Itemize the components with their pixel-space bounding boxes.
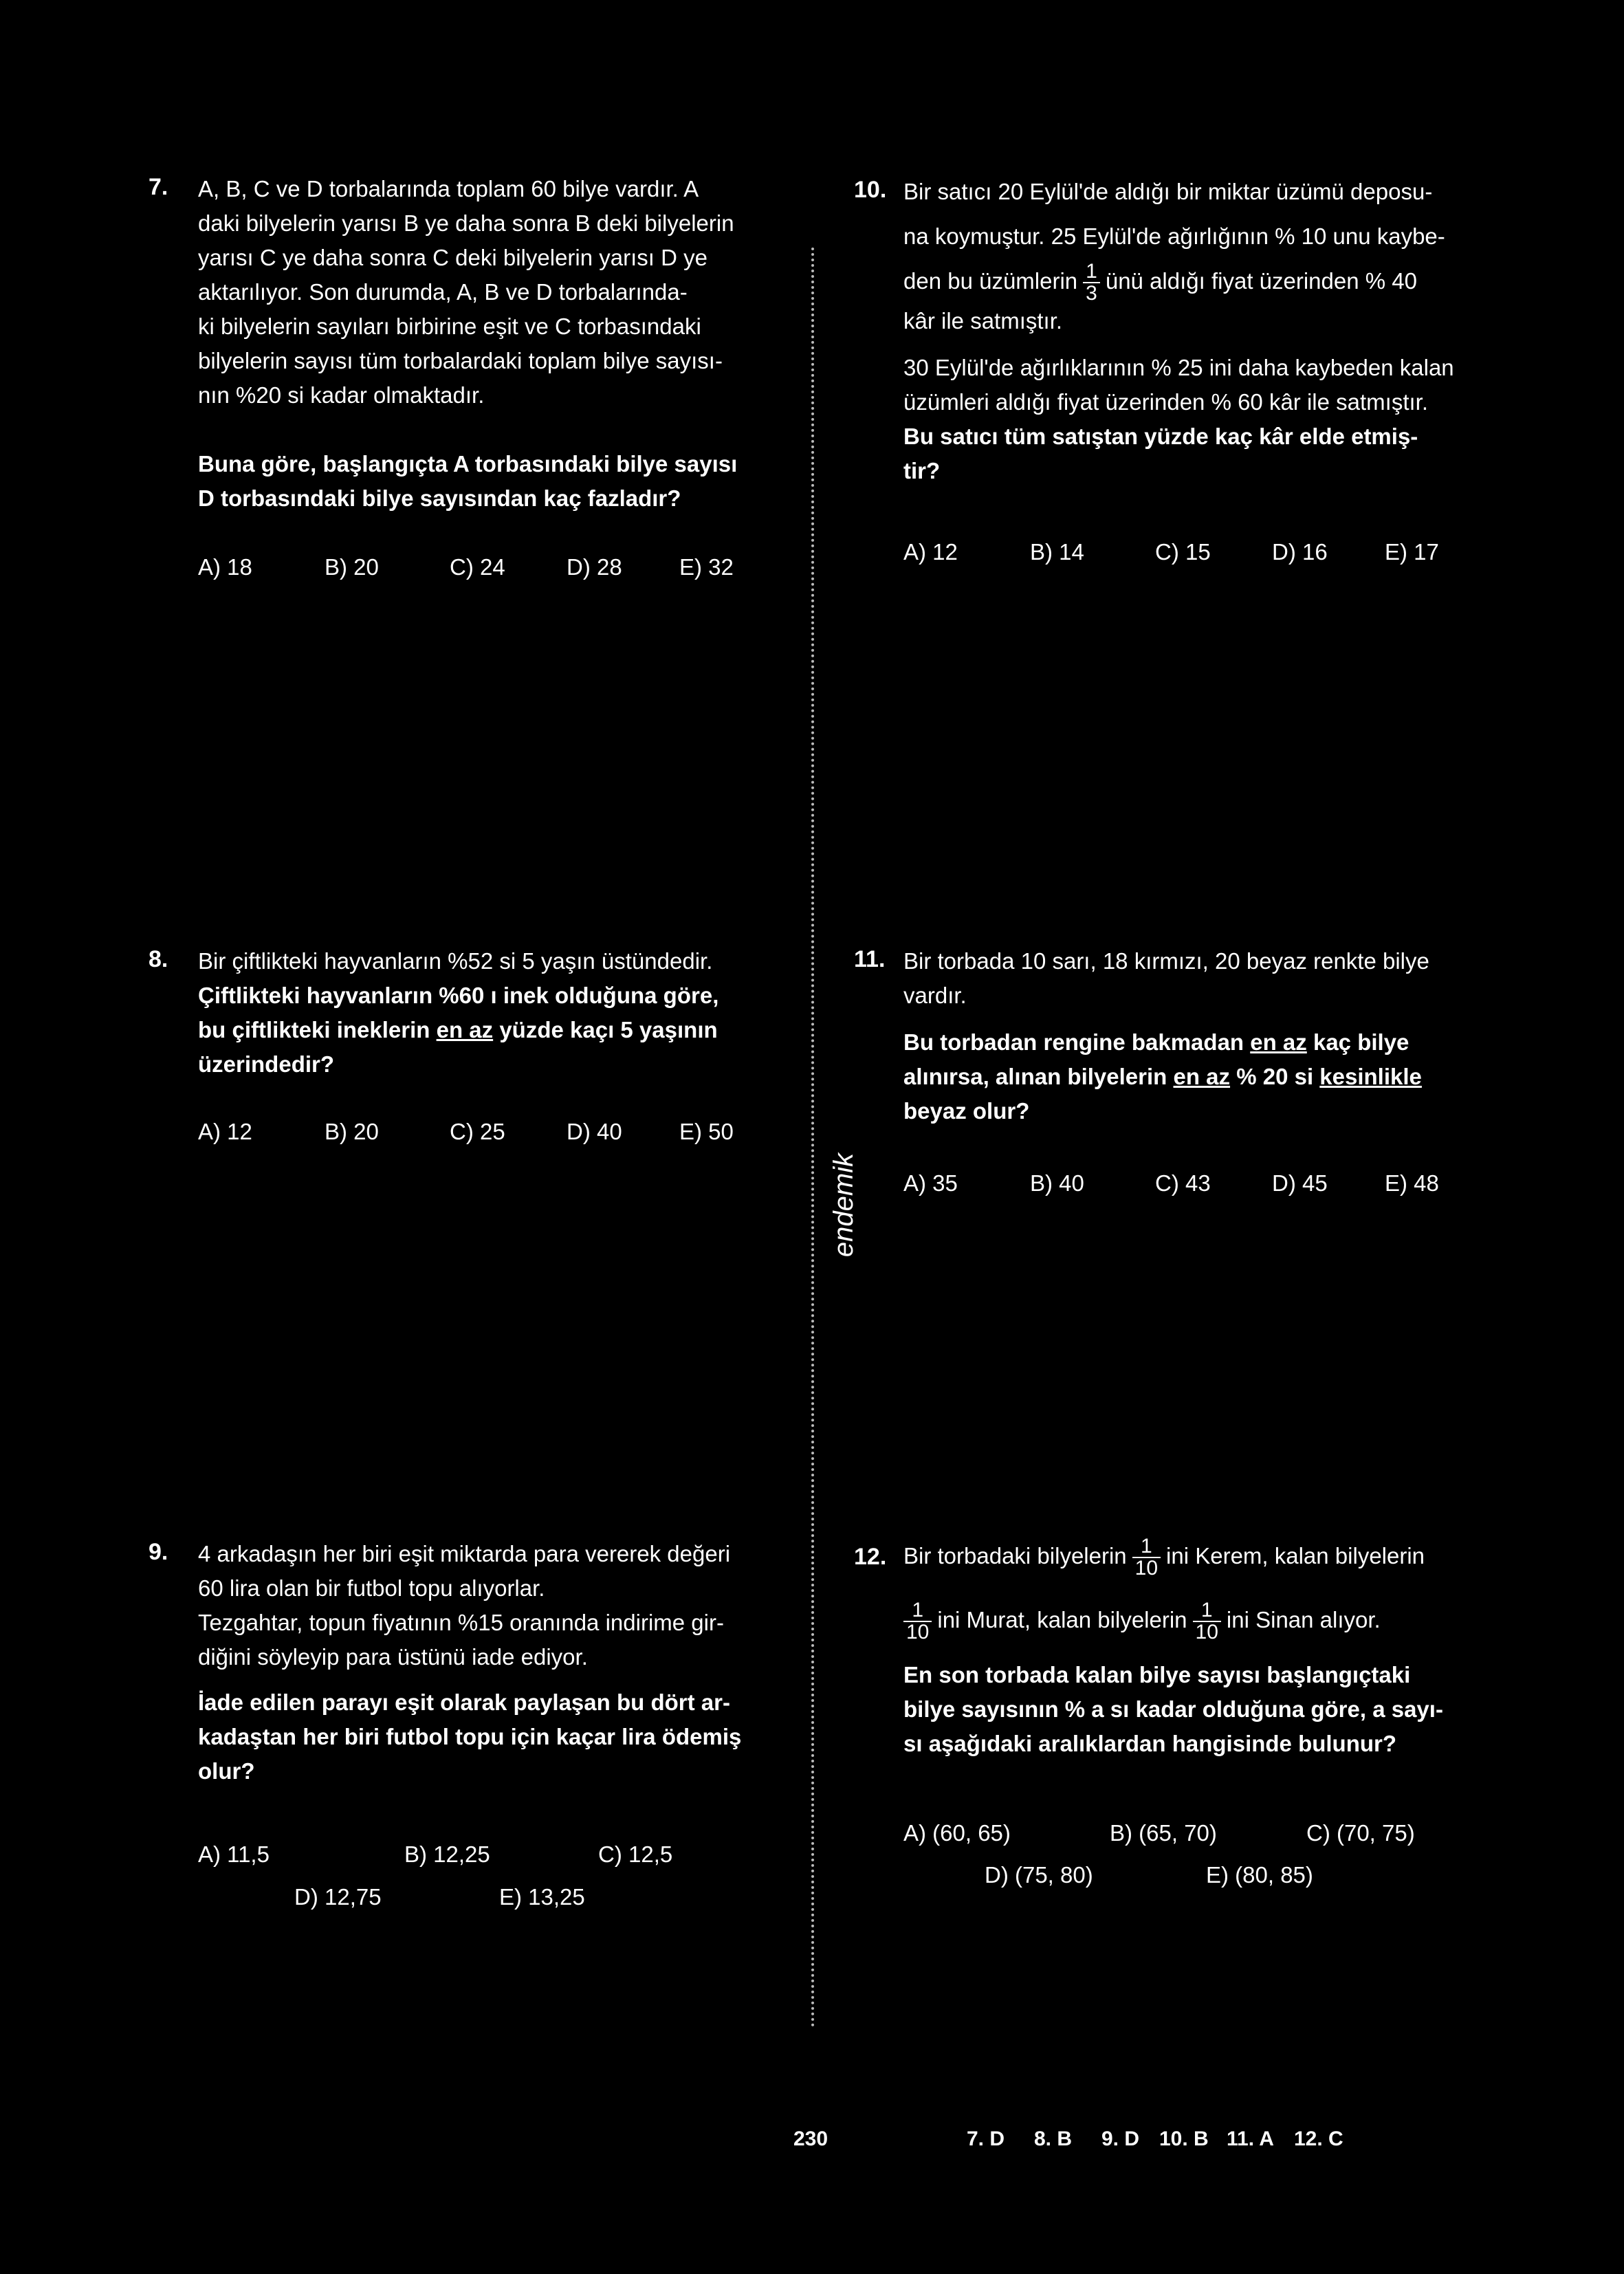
q11-underline: en az (1173, 1064, 1231, 1089)
q12-question: bilye sayısının % a sı kadar olduğuna göre, a sayı- (903, 1696, 1443, 1722)
question-9-number: 9. (149, 1539, 168, 1565)
q10-line: na koymuştur. 25 Eylül'de ağırlığının % 10 unu kaybe- (903, 223, 1445, 249)
q10-line: üzümleri aldığı fiyat üzerinden % 60 kâr ile satmıştır. (903, 389, 1428, 415)
question-12-number: 12. (854, 1544, 887, 1570)
question-8 (198, 944, 776, 1082)
q12-text: ini Murat, kalan bilyelerin (937, 1607, 1187, 1632)
q11-line: Bir torbada 10 sarı, 18 kırmızı, 20 beyaz renkte bilye (903, 948, 1429, 974)
question-7-number: 7. (149, 174, 168, 200)
q11-line: vardır. (903, 983, 967, 1008)
option-e[interactable]: E) 50 (679, 1119, 734, 1144)
option-d[interactable]: D) 12,75 (294, 1884, 382, 1910)
fraction-denominator: 10 (1134, 1557, 1159, 1580)
q7-line: aktarılıyor. Son durumda, A, B ve D torbalarında- (198, 279, 688, 305)
q11-underline: kesinlikle (1319, 1064, 1422, 1089)
fraction-denominator: 10 (1195, 1621, 1218, 1644)
question-8-number: 8. (149, 946, 168, 972)
q10-question: tir? (903, 458, 941, 484)
q12-text: Bir torbadaki bilyelerin (903, 1543, 1127, 1568)
q7-line: nın %20 si kadar olmaktadır. (198, 382, 485, 408)
option-e[interactable]: E) 17 (1385, 539, 1439, 565)
q7-line: A, B, C ve D torbalarında toplam 60 bilye vardır. A (198, 176, 699, 201)
option-b[interactable]: B) 40 (1030, 1170, 1084, 1196)
q9-line: 60 lira olan bir futbol topu alıyorlar. (198, 1575, 545, 1601)
q11-question (903, 1025, 1488, 1060)
fraction-denominator: 10 (906, 1621, 930, 1644)
q11-text: Bu torbadan rengine bakmadan (903, 1029, 1251, 1055)
option-a[interactable]: A) (60, 65) (903, 1820, 1011, 1846)
q8-underline: en az (436, 1017, 494, 1042)
q9-question: İade edilen parayı eşit olarak paylaşan bu dört ar- (198, 1690, 730, 1715)
q7-line: bilyelerin sayısı tüm torbalardaki toplam bilye sayısı- (198, 348, 723, 373)
option-c[interactable]: C) 25 (450, 1119, 505, 1144)
question-11 (903, 944, 1488, 1128)
option-e[interactable]: E) 13,25 (499, 1884, 585, 1910)
option-b[interactable]: B) (65, 70) (1110, 1820, 1217, 1846)
option-d[interactable]: D) 45 (1272, 1170, 1328, 1196)
fraction-one-third (1083, 261, 1100, 304)
fraction-numerator: 1 (903, 1600, 932, 1622)
question-12 (903, 1523, 1502, 1761)
q8-question (198, 1013, 776, 1047)
question-10-number: 10. (854, 177, 887, 203)
option-d[interactable]: D) 16 (1272, 539, 1328, 565)
option-a[interactable]: A) 12 (198, 1119, 252, 1144)
option-e[interactable]: E) 48 (1385, 1170, 1439, 1196)
q12-line (903, 1589, 1502, 1651)
q7-line: daki bilyelerin yarısı B ye daha sonra B deki bilyelerin (198, 210, 734, 236)
fraction-numerator: 1 (1193, 1600, 1221, 1622)
q12-question: sı aşağıdaki aralıklardan hangisinde bulunur? (903, 1731, 1397, 1756)
option-c[interactable]: C) 15 (1155, 539, 1211, 565)
brand-logo: endemik (829, 1152, 859, 1258)
fraction-denominator: 3 (1086, 282, 1097, 305)
option-d[interactable]: D) 40 (567, 1119, 622, 1144)
column-divider (811, 248, 814, 2029)
q10-text: ünü aldığı fiyat üzerinden % 40 (1105, 268, 1417, 294)
option-a[interactable]: A) 18 (198, 554, 252, 580)
page-number: 230 (793, 2128, 829, 2150)
option-b[interactable]: B) 14 (1030, 539, 1084, 565)
q9-line: Tezgahtar, topun fiyatının %15 oranında indirime gir- (198, 1610, 724, 1635)
q11-text: alınırsa, alınan bilyelerin (903, 1064, 1174, 1089)
q8-line: Bir çiftlikteki hayvanların %52 si 5 yaşın üstündedir. (198, 948, 713, 974)
q9-line: 4 arkadaşın her biri eşit miktarda para vererek değeri (198, 1541, 731, 1566)
question-9 (198, 1537, 776, 1789)
q7-line: ki bilyelerin sayıları birbirine eşit ve C torbasındaki (198, 314, 701, 339)
q8-question: üzerindedir? (198, 1051, 335, 1077)
q11-underline: en az (1250, 1029, 1307, 1055)
q12-text: ini Kerem, kalan bilyelerin (1166, 1543, 1425, 1568)
question-10 (903, 172, 1488, 488)
option-d[interactable]: D) (75, 80) (985, 1862, 1093, 1888)
option-b[interactable]: B) 12,25 (404, 1841, 490, 1867)
q11-question (903, 1060, 1488, 1094)
fraction-one-tenth (903, 1600, 932, 1643)
q11-text: % 20 si (1230, 1064, 1320, 1089)
q9-question: kadaştan her biri futbol topu için kaçar lira ödemiş (198, 1724, 742, 1749)
q9-question: olur? (198, 1758, 255, 1784)
q10-text: den bu üzümlerin (903, 268, 1078, 294)
q9-line: diğini söyleyip para üstünü iade ediyor. (198, 1644, 588, 1670)
q8-question: Çiftlikteki hayvanların %60 ı inek olduğuna göre, (198, 983, 719, 1008)
option-a[interactable]: A) 12 (903, 539, 958, 565)
fraction-one-tenth (1132, 1536, 1161, 1579)
question-7 (198, 172, 776, 516)
q8-text: bu çiftlikteki ineklerin (198, 1017, 437, 1042)
answer-10: 10. B (1159, 2128, 1209, 2150)
q12-line (903, 1523, 1502, 1589)
option-c[interactable]: C) 12,5 (598, 1841, 673, 1867)
q11-text: kaç bilye (1306, 1029, 1409, 1055)
option-c[interactable]: C) (70, 75) (1306, 1820, 1415, 1846)
q10-line: 30 Eylül'de ağırlıklarının % 25 ini daha kaybeden kalan (903, 355, 1454, 381)
q10-line: Bir satıcı 20 Eylül'de aldığı bir miktar üzümü deposu- (903, 179, 1433, 204)
q12-text: ini Sinan alıyor. (1226, 1607, 1381, 1632)
option-b[interactable]: B) 20 (325, 1119, 379, 1144)
answer-7: 7. D (967, 2128, 1005, 2150)
answer-11: 11. A (1227, 2128, 1274, 2150)
q10-line: kâr ile satmıştır. (903, 308, 1063, 334)
q8-text: yüzde kaçı 5 yaşının (493, 1017, 718, 1042)
q11-question: beyaz olur? (903, 1098, 1030, 1124)
option-e[interactable]: E) (80, 85) (1206, 1862, 1313, 1888)
fraction-numerator: 1 (1083, 261, 1100, 283)
answer-12: 12. C (1294, 2128, 1343, 2150)
option-b[interactable]: B) 20 (325, 554, 379, 580)
option-a[interactable]: A) 35 (903, 1170, 958, 1196)
answer-9: 9. D (1101, 2128, 1140, 2150)
q7-question: Buna göre, başlangıçta A torbasındaki bilye sayısı (198, 451, 738, 477)
option-c[interactable]: C) 43 (1155, 1170, 1211, 1196)
option-a[interactable]: A) 11,5 (198, 1841, 270, 1867)
option-d[interactable]: D) 28 (567, 554, 622, 580)
fraction-numerator: 1 (1132, 1536, 1161, 1558)
option-e[interactable]: E) 32 (679, 554, 734, 580)
q12-question: En son torbada kalan bilye sayısı başlangıçtaki (903, 1662, 1411, 1687)
q10-line (903, 261, 1488, 304)
fraction-one-tenth (1193, 1600, 1221, 1643)
q7-line: yarısı C ye daha sonra C deki bilyelerin yarısı D ye (198, 245, 707, 270)
option-c[interactable]: C) 24 (450, 554, 505, 580)
q7-question: D torbasındaki bilye sayısından kaç fazladır? (198, 485, 681, 511)
q10-question: Bu satıcı tüm satıştan yüzde kaç kâr elde etmiş- (903, 424, 1418, 450)
answer-8: 8. B (1034, 2128, 1073, 2150)
question-11-number: 11. (854, 946, 886, 972)
